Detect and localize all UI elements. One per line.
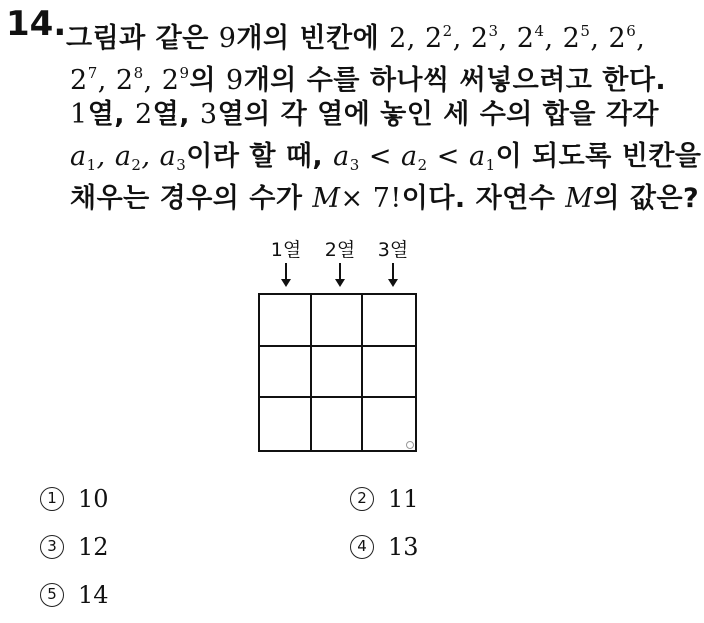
grid-cell <box>363 347 415 399</box>
question-line-2: $2^7$, $2^8$, $2^9$의 9개의 수를 하나씩 써넣으려고 한다. <box>70 64 667 96</box>
choice-5[interactable] <box>40 580 109 610</box>
column-label-3: 3열 <box>377 239 409 261</box>
choice-marker: 2 <box>350 487 374 511</box>
choice-marker: 5 <box>40 583 64 607</box>
blank-grid <box>258 293 417 452</box>
down-arrow-icon <box>285 263 287 285</box>
grid-cell <box>260 295 312 347</box>
choice-value: 14 <box>78 581 109 609</box>
grid-cell <box>260 347 312 399</box>
choice-marker: 3 <box>40 535 64 559</box>
question-line-3: 1열, 2열, 3열의 각 열에 놓인 세 수의 합을 각각 <box>70 99 660 130</box>
choice-1[interactable] <box>40 484 109 514</box>
choice-value: 13 <box>388 533 419 561</box>
choice-marker: 1 <box>40 487 64 511</box>
column-label-1: 1열 <box>270 239 302 261</box>
choice-value: 11 <box>388 485 419 513</box>
grid-cell <box>312 398 364 450</box>
grid-cell <box>312 295 364 347</box>
choice-4[interactable] <box>350 532 419 562</box>
grid-cell <box>363 295 415 347</box>
choice-3[interactable] <box>40 532 109 562</box>
choice-value: 10 <box>78 485 109 513</box>
question-line-4: $a_1$, $a_2$, $a_3$이라 할 때, $a_3 < a_2 < a_1$이 되도록 빈칸을 <box>70 141 702 174</box>
small-circle-mark <box>406 441 414 449</box>
choice-marker: 4 <box>350 535 374 559</box>
grid-cell <box>312 347 364 399</box>
question-line-5: 채우는 경우의 수가 M× 7!이다. 자연수 M의 값은? <box>70 183 700 214</box>
question-number: 14. <box>6 4 67 44</box>
choice-value: 12 <box>78 533 109 561</box>
column-label-2: 2열 <box>324 239 356 261</box>
question-line-1: 그림과 같은 9개의 빈칸에 2, $2^2$, $2^3$, $2^4$, $2^5$, $2^6$, <box>66 22 646 54</box>
down-arrow-icon <box>392 263 394 285</box>
down-arrow-icon <box>339 263 341 285</box>
grid-cell <box>260 398 312 450</box>
choice-2[interactable] <box>350 484 419 514</box>
